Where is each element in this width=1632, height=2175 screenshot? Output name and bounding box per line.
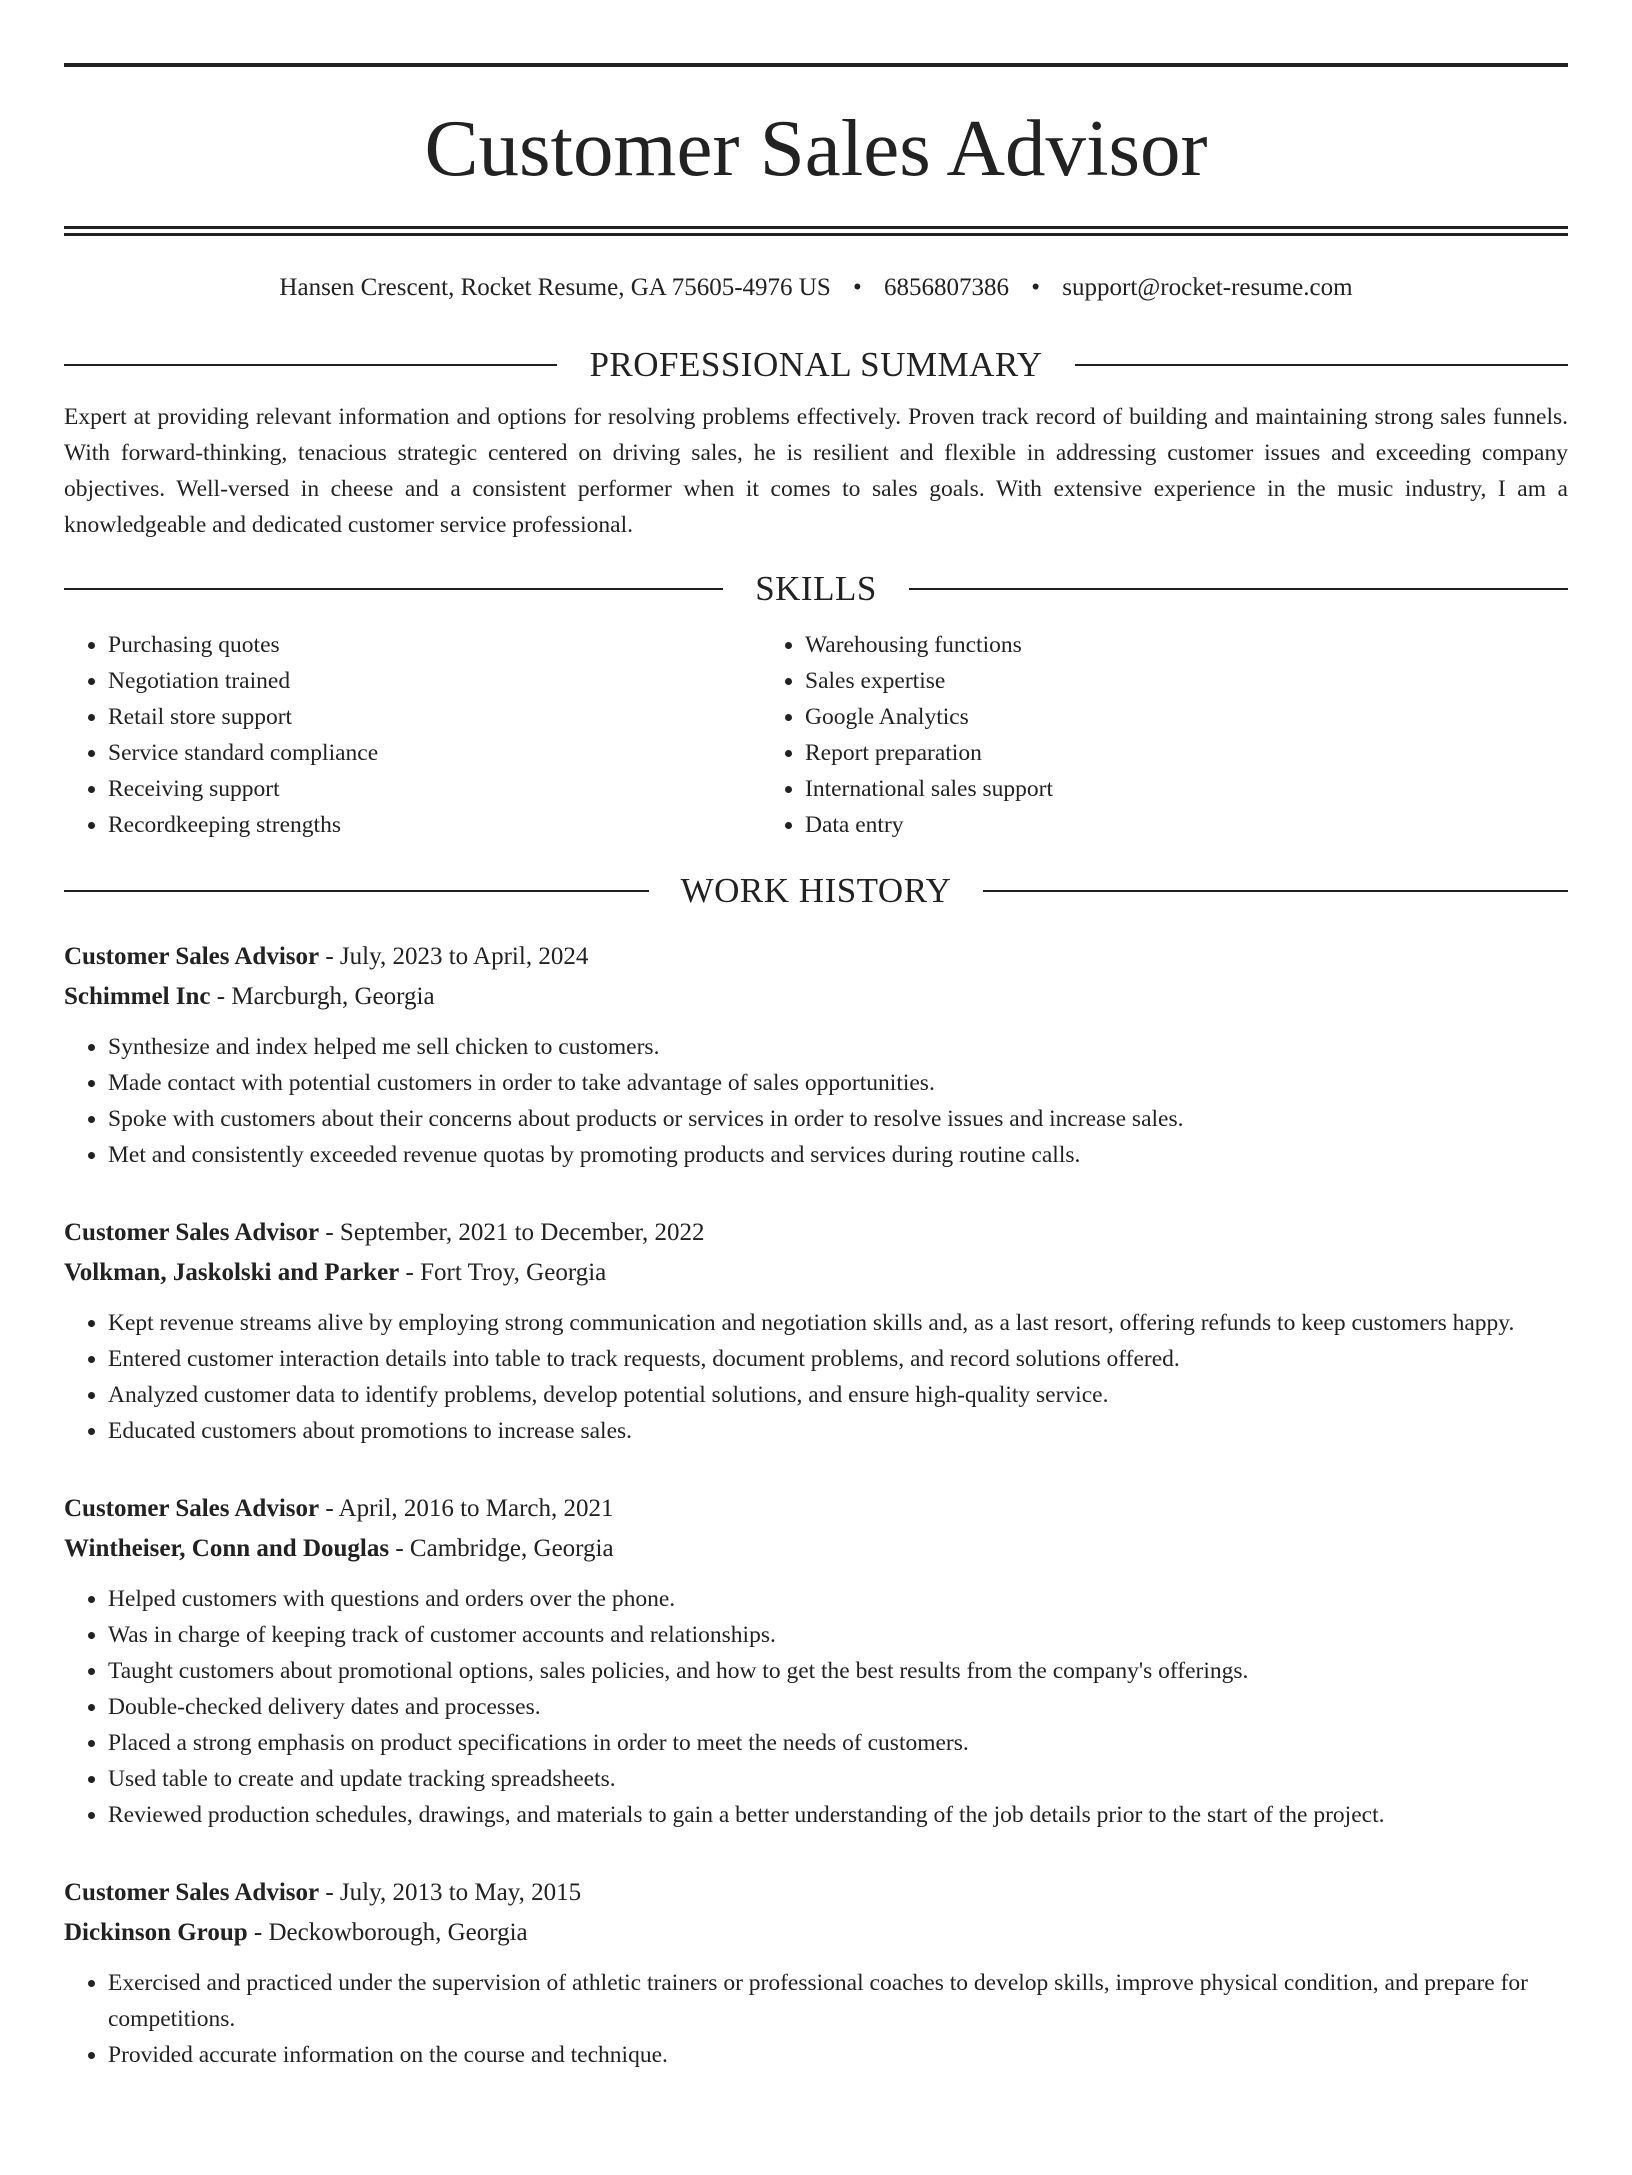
job-company-line xyxy=(64,1913,1568,1953)
heading-rule xyxy=(909,588,1568,590)
top-rule xyxy=(64,63,1568,67)
resume-title: Customer Sales Advisor xyxy=(424,103,1208,193)
job-bullets xyxy=(64,1029,1568,1173)
skill-item: • Sales expertise xyxy=(805,663,1053,699)
heading-rule xyxy=(64,588,723,590)
skill-item: • Receiving support xyxy=(108,771,761,807)
heading-rule xyxy=(64,364,557,366)
job-bullet: • Met and consistently exceeded revenue quotas by promoting products and services during routine calls. xyxy=(108,1137,1568,1173)
contact-line xyxy=(64,271,1568,305)
job-title-line xyxy=(64,937,1568,977)
job-bullet: • Exercised and practiced under the supervision of athletic trainers or professional coaches to develop skills, improve physical condition, and prepare for competitions. xyxy=(108,1965,1568,2037)
job-bullet: • Entered customer interaction details into table to track requests, document problems, and record solutions offered. xyxy=(108,1341,1568,1377)
job-title-line xyxy=(64,1213,1568,1253)
contact-email: support@rocket-resume.com xyxy=(1062,274,1353,301)
skill-item: • Recordkeeping strengths xyxy=(108,807,761,843)
job-location: - Marcburgh, Georgia xyxy=(210,983,435,1010)
skill-item: • Warehousing functions xyxy=(805,627,1053,663)
job-dates: - July, 2013 to May, 2015 xyxy=(319,1879,582,1906)
job-dates: - September, 2021 to December, 2022 xyxy=(319,1219,705,1246)
contact-address: Hansen Crescent, Rocket Resume, GA 75605-4976 US xyxy=(279,274,831,301)
job-bullet: • Made contact with potential customers in order to take advantage of sales opportunities. xyxy=(108,1065,1568,1101)
job-bullet: • Spoke with customers about their concerns about products or services in order to resolve issues and increase sales. xyxy=(108,1101,1568,1137)
job-title: Customer Sales Advisor xyxy=(64,943,320,970)
job-bullet: • Double-checked delivery dates and processes. xyxy=(108,1689,1568,1725)
skill-item: • Negotiation trained xyxy=(108,663,761,699)
skills-heading xyxy=(64,567,1568,611)
work-history-heading-text: WORK HISTORY xyxy=(680,871,952,910)
job-title: Customer Sales Advisor xyxy=(64,1495,320,1522)
job-company-line xyxy=(64,1529,1568,1569)
job-bullets xyxy=(64,1965,1568,2073)
contact-separator: • xyxy=(852,274,862,301)
job-bullet: • Helped customers with questions and orders over the phone. xyxy=(108,1581,1568,1617)
job-location: - Fort Troy, Georgia xyxy=(399,1259,607,1286)
skill-item: • Retail store support xyxy=(108,699,761,735)
skill-item: • Data entry xyxy=(805,807,1053,843)
skills-column-left xyxy=(64,627,761,843)
job-entry xyxy=(64,937,1568,1173)
skill-item: • Report preparation xyxy=(805,735,1053,771)
summary-heading xyxy=(64,343,1568,387)
heading-rule xyxy=(983,890,1568,892)
job-title: Customer Sales Advisor xyxy=(64,1219,320,1246)
job-entry xyxy=(64,1489,1568,1833)
skill-item: • Purchasing quotes xyxy=(108,627,761,663)
job-bullet: • Kept revenue streams alive by employing strong communication and negotiation skills and, as a last resort, offering refunds to keep customers happy. xyxy=(108,1305,1568,1341)
job-bullet: • Analyzed customer data to identify problems, develop potential solutions, and ensure high-quality service. xyxy=(108,1377,1568,1413)
job-entry xyxy=(64,1873,1568,2073)
job-location: - Deckowborough, Georgia xyxy=(247,1919,528,1946)
job-dates: - July, 2023 to April, 2024 xyxy=(319,943,589,970)
work-history-heading xyxy=(64,869,1568,913)
skills-list xyxy=(64,627,1568,843)
summary-text: Expert at providing relevant information and options for resolving problems effectively. Proven track record of building and maintaining strong sales funnels. With forward-thinking, tenacious strategic centered on driving sales, he is resilient and flexible in addressing customer issues and exceeding company objectives. Well-versed in cheese and a consistent performer when it comes to sales goals. With extensive experience in the music industry, I am a knowledgeable and dedicated customer service professional. xyxy=(64,404,1568,538)
job-dates: - April, 2016 to March, 2021 xyxy=(319,1495,614,1522)
summary-heading-text: PROFESSIONAL SUMMARY xyxy=(589,345,1043,384)
job-bullet: • Placed a strong emphasis on product specifications in order to meet the needs of customers. xyxy=(108,1725,1568,1761)
job-company-line xyxy=(64,1253,1568,1293)
job-company: Schimmel Inc xyxy=(64,983,211,1010)
job-bullet: • Used table to create and update tracking spreadsheets. xyxy=(108,1761,1568,1797)
job-bullet: • Provided accurate information on the course and technique. xyxy=(108,2037,1568,2073)
job-company-line xyxy=(64,977,1568,1017)
job-company: Wintheiser, Conn and Douglas xyxy=(64,1535,390,1562)
job-bullet: • Was in charge of keeping track of customer accounts and relationships. xyxy=(108,1617,1568,1653)
heading-rule xyxy=(1075,364,1568,366)
resume-page xyxy=(0,63,1632,2175)
job-bullet: • Synthesize and index helped me sell chicken to customers. xyxy=(108,1029,1568,1065)
contact-separator: • xyxy=(1031,274,1041,301)
double-rule xyxy=(64,226,1568,236)
skills-heading-text: SKILLS xyxy=(755,569,877,608)
skill-item: • Google Analytics xyxy=(805,699,1053,735)
skills-column-right xyxy=(761,627,1053,843)
job-title-line xyxy=(64,1489,1568,1529)
job-bullet: • Educated customers about promotions to increase sales. xyxy=(108,1413,1568,1449)
job-company: Dickinson Group xyxy=(64,1919,248,1946)
job-entry xyxy=(64,1213,1568,1449)
skill-item: • Service standard compliance xyxy=(108,735,761,771)
job-bullet: • Taught customers about promotional options, sales policies, and how to get the best results from the company's offerings. xyxy=(108,1653,1568,1689)
job-title: Customer Sales Advisor xyxy=(64,1879,320,1906)
job-title-line xyxy=(64,1873,1568,1913)
job-company: Volkman, Jaskolski and Parker xyxy=(64,1259,400,1286)
skill-item: • International sales support xyxy=(805,771,1053,807)
contact-phone: 6856807386 xyxy=(884,274,1009,301)
job-bullets xyxy=(64,1581,1568,1833)
heading-rule xyxy=(64,890,649,892)
job-bullet: • Reviewed production schedules, drawings, and materials to gain a better understanding of the job details prior to the start of the project. xyxy=(108,1797,1568,1833)
job-bullets xyxy=(64,1305,1568,1449)
job-location: - Cambridge, Georgia xyxy=(389,1535,614,1562)
